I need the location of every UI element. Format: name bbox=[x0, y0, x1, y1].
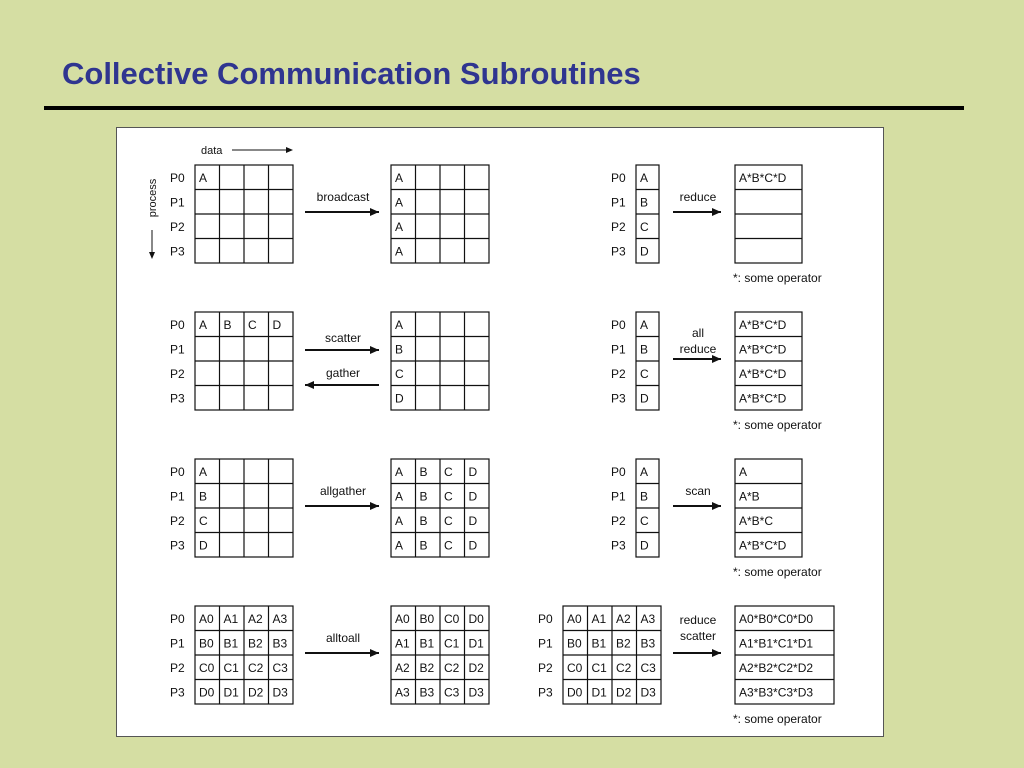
process-label: P2 bbox=[611, 220, 626, 234]
process-label: P3 bbox=[611, 538, 626, 553]
process-label: P2 bbox=[170, 514, 185, 528]
process-label: P0 bbox=[611, 465, 626, 479]
grid-cell-text: C3 bbox=[272, 661, 288, 675]
grid-cell-text: A3 bbox=[640, 612, 656, 626]
operation-label: scatter bbox=[679, 629, 717, 643]
grid-cell-text: C bbox=[444, 489, 453, 504]
grid-cell-text: D2 bbox=[248, 685, 264, 700]
grid-cell-text: D bbox=[199, 538, 208, 553]
grid-cell-text: D0 bbox=[199, 685, 215, 700]
arrow-right-head bbox=[712, 208, 721, 216]
grid-cell-text: C3 bbox=[444, 685, 460, 700]
grid-cell-text: A bbox=[395, 538, 404, 553]
process-label: P1 bbox=[170, 489, 185, 504]
grid-cell-text: B bbox=[419, 489, 428, 504]
grid-cell-text: A bbox=[395, 489, 404, 504]
process-label: P0 bbox=[611, 171, 626, 185]
grid-cell-text: D bbox=[468, 538, 478, 553]
data-axis-label: data bbox=[201, 145, 223, 157]
slide-title: Collective Communication Subroutines bbox=[62, 56, 641, 91]
grid-cell-text: C1 bbox=[444, 636, 460, 651]
grid-cell-text: A bbox=[395, 220, 404, 234]
process-label: P3 bbox=[170, 391, 185, 406]
grid-cell-text: C0 bbox=[444, 612, 460, 626]
grid-cell-text: B1 bbox=[223, 636, 239, 651]
grid-cell-text: A1 bbox=[591, 612, 607, 626]
grid-cell-text: B1 bbox=[591, 636, 607, 651]
process-label: P2 bbox=[611, 367, 626, 381]
grid-cell-text: A*B*C*D bbox=[739, 391, 787, 406]
grid-cell-text: A bbox=[395, 171, 404, 185]
grid-cell-text: D2 bbox=[468, 661, 484, 675]
grid-cell-text: A*B bbox=[739, 489, 760, 504]
arrow-right-head bbox=[712, 355, 721, 363]
operation-label: scan bbox=[685, 484, 711, 498]
grid-cell-text: A bbox=[395, 465, 404, 479]
title-divider bbox=[44, 106, 964, 110]
grid-cell-text: D0 bbox=[468, 612, 484, 626]
grid-cell-text: A bbox=[395, 318, 404, 332]
process-label: P0 bbox=[170, 318, 185, 332]
grid-cell-text: C2 bbox=[248, 661, 264, 675]
grid-cell-text: B bbox=[640, 342, 649, 357]
grid-cell-text: C2 bbox=[444, 661, 460, 675]
operation-label: broadcast bbox=[316, 190, 370, 204]
grid-cell-text: A bbox=[199, 318, 208, 332]
arrow-right-head bbox=[370, 208, 379, 216]
arrow-right-head bbox=[370, 346, 379, 354]
operation-label: gather bbox=[325, 366, 361, 380]
grid-cell-text: A bbox=[640, 318, 649, 332]
process-label: P1 bbox=[611, 489, 626, 504]
process-label: P0 bbox=[170, 171, 185, 185]
grid-cell-text: B2 bbox=[419, 661, 435, 675]
grid-cell-text: B0 bbox=[567, 636, 582, 651]
grid-cell-text: B bbox=[419, 465, 428, 479]
process-label: P3 bbox=[170, 538, 185, 553]
arrow-right-head bbox=[712, 649, 721, 657]
grid-cell-text: A2 bbox=[616, 612, 631, 626]
grid-cell-text: C0 bbox=[567, 661, 583, 675]
grid-cell-text: B2 bbox=[248, 636, 263, 651]
grid-cell-text: C bbox=[640, 367, 649, 381]
grid-cell-text: C bbox=[444, 538, 453, 553]
process-label: P2 bbox=[538, 661, 553, 675]
grid-cell-text: B bbox=[419, 538, 428, 553]
grid-cell-text: A3*B3*C3*D3 bbox=[739, 685, 814, 700]
process-label: P3 bbox=[611, 244, 626, 259]
process-label: P3 bbox=[611, 391, 626, 406]
grid-cell-text: B3 bbox=[419, 685, 435, 700]
grid-cell-text: C1 bbox=[591, 661, 607, 675]
grid-cell-text: A0*B0*C0*D0 bbox=[739, 612, 814, 626]
operation-label: reduce bbox=[679, 190, 717, 204]
grid-cell-text: B2 bbox=[616, 636, 631, 651]
grid-cell-text: D bbox=[395, 391, 404, 406]
process-axis-label: process bbox=[147, 178, 159, 218]
process-label: P1 bbox=[611, 195, 626, 210]
grid-cell-text: C bbox=[444, 465, 453, 479]
grid-cell-text: D3 bbox=[468, 685, 484, 700]
grid-cell-text: C3 bbox=[640, 661, 656, 675]
collective-diagram bbox=[116, 127, 884, 737]
grid-cell-text: A bbox=[640, 171, 649, 185]
grid-cell-text: C bbox=[395, 367, 404, 381]
data-axis-head bbox=[286, 147, 293, 153]
process-label: P0 bbox=[611, 318, 626, 332]
grid-cell-text: A1 bbox=[395, 636, 410, 651]
grid-cell-text: C bbox=[199, 514, 208, 528]
grid-cell-text: D0 bbox=[567, 685, 583, 700]
grid-cell-text: A*B*C*D bbox=[739, 318, 787, 332]
operation-label: reduce bbox=[679, 342, 717, 356]
grid-cell-text: C bbox=[640, 220, 649, 234]
process-label: P3 bbox=[170, 685, 185, 700]
process-label: P2 bbox=[611, 514, 626, 528]
grid-cell-text: C bbox=[640, 514, 649, 528]
process-label: P1 bbox=[611, 342, 626, 357]
grid-cell-text: D3 bbox=[640, 685, 656, 700]
operation-label: reduce bbox=[679, 613, 717, 627]
grid-cell-text: A0 bbox=[395, 612, 410, 626]
process-label: P0 bbox=[170, 465, 185, 479]
grid-cell-text: B bbox=[223, 318, 232, 332]
process-label: P2 bbox=[170, 220, 185, 234]
grid-cell-text: D bbox=[468, 465, 478, 479]
grid-cell-text: A*B*C*D bbox=[739, 538, 787, 553]
grid-cell-text: B bbox=[640, 195, 649, 210]
arrow-right-head bbox=[370, 649, 379, 657]
grid-cell-text: A*B*C*D bbox=[739, 171, 787, 185]
operation-label: scatter bbox=[324, 331, 362, 345]
grid-cell-text: D bbox=[272, 318, 282, 332]
arrow-right-head bbox=[712, 502, 721, 510]
process-label: P2 bbox=[170, 661, 185, 675]
grid-cell-text: A3 bbox=[395, 685, 410, 700]
grid-cell-text: A1*B1*C1*D1 bbox=[739, 636, 814, 651]
grid-cell-text: A bbox=[395, 244, 404, 259]
grid-cell-text: C bbox=[248, 318, 257, 332]
grid-cell-text: D3 bbox=[272, 685, 288, 700]
grid-cell-text: B bbox=[395, 342, 404, 357]
process-label: P0 bbox=[170, 612, 185, 626]
grid-cell-text: A0 bbox=[567, 612, 582, 626]
process-label: P1 bbox=[170, 342, 185, 357]
process-label: P3 bbox=[170, 244, 185, 259]
operation-label: allgather bbox=[319, 484, 367, 498]
grid-cell-text: A*B*C*D bbox=[739, 342, 787, 357]
grid-cell-text: A bbox=[395, 514, 404, 528]
arrow-right-head bbox=[370, 502, 379, 510]
grid-cell-text: B0 bbox=[419, 612, 435, 626]
grid-cell-text: D2 bbox=[616, 685, 632, 700]
grid-cell-text: A3 bbox=[272, 612, 288, 626]
grid-cell-text: C bbox=[444, 514, 453, 528]
grid-cell-text: A*B*C*D bbox=[739, 367, 787, 381]
process-label: P3 bbox=[538, 685, 553, 700]
grid-cell-text: A*B*C bbox=[739, 514, 774, 528]
grid-cell-text: C1 bbox=[223, 661, 239, 675]
grid-cell-text: B bbox=[419, 514, 428, 528]
process-label: P1 bbox=[170, 636, 185, 651]
process-label: P2 bbox=[170, 367, 185, 381]
grid-cell-text: A2 bbox=[248, 612, 263, 626]
process-label: P1 bbox=[538, 636, 553, 651]
grid-cell-text: A bbox=[640, 465, 649, 479]
grid-cell-text: D bbox=[640, 391, 649, 406]
grid-cell-text: C2 bbox=[616, 661, 632, 675]
grid-cell-text: A bbox=[199, 171, 208, 185]
process-axis-head bbox=[149, 252, 155, 259]
grid-cell-text: B bbox=[640, 489, 649, 504]
grid-cell-text: A bbox=[199, 465, 208, 479]
grid-cell-text: D bbox=[640, 538, 649, 553]
grid-cell-text: A bbox=[395, 195, 404, 210]
grid-cell-text: D1 bbox=[223, 685, 239, 700]
grid-cell-text: D1 bbox=[468, 636, 484, 651]
grid-cell-text: B0 bbox=[199, 636, 214, 651]
grid-cell-text: D bbox=[468, 514, 478, 528]
grid-cell-text: A2 bbox=[395, 661, 410, 675]
operator-note: *: some operator bbox=[733, 271, 822, 285]
grid-cell-text: A2*B2*C2*D2 bbox=[739, 661, 814, 675]
grid-cell-text: B1 bbox=[419, 636, 435, 651]
grid-cell-text: C0 bbox=[199, 661, 215, 675]
grid-cell-text: B bbox=[199, 489, 208, 504]
grid-cell-text: A1 bbox=[223, 612, 239, 626]
operator-note: *: some operator bbox=[733, 565, 822, 579]
grid-cell-text: B3 bbox=[272, 636, 288, 651]
diagram-canvas bbox=[117, 128, 885, 738]
grid-cell-text: B3 bbox=[640, 636, 656, 651]
arrow-left-head bbox=[305, 381, 314, 389]
process-label: P1 bbox=[170, 195, 185, 210]
process-label: P0 bbox=[538, 612, 553, 626]
grid-cell-text: D bbox=[640, 244, 649, 259]
operator-note: *: some operator bbox=[733, 712, 822, 726]
grid-cell-text: D bbox=[468, 489, 478, 504]
grid-cell-text: D1 bbox=[591, 685, 607, 700]
grid-cell-text: A bbox=[739, 465, 748, 479]
operator-note: *: some operator bbox=[733, 418, 822, 432]
operation-label: all bbox=[691, 326, 705, 340]
operation-label: alltoall bbox=[325, 631, 361, 645]
grid-cell-text: A0 bbox=[199, 612, 214, 626]
